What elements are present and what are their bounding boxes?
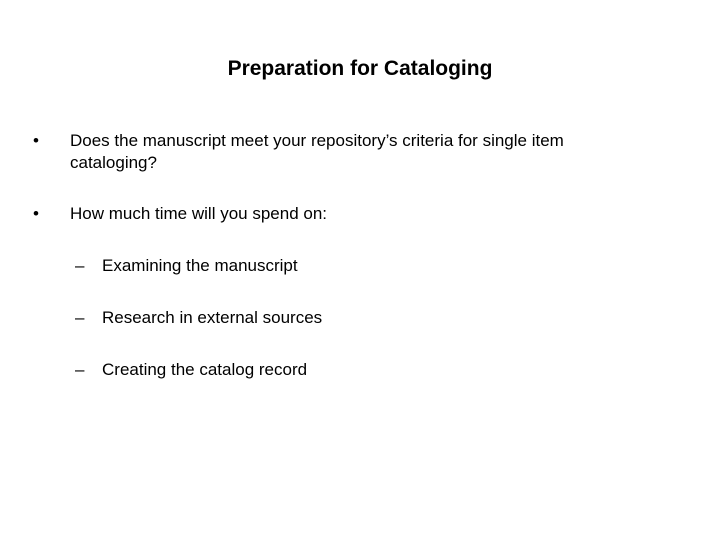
sub-bullet-marker: – bbox=[75, 256, 85, 275]
bullet-text: Does the manuscript meet your repository’s criteria for single item cataloging? bbox=[70, 131, 564, 172]
bullet-marker: • bbox=[33, 204, 39, 223]
sub-bullet-marker: – bbox=[75, 308, 85, 327]
sub-bullet-text: Examining the manuscript bbox=[102, 256, 298, 275]
slide-title: Preparation for Cataloging bbox=[227, 57, 493, 80]
bullet-text: How much time will you spend on: bbox=[70, 204, 328, 223]
bullet-marker: • bbox=[33, 131, 39, 150]
sub-bullet-text: Research in external sources bbox=[102, 308, 323, 327]
sub-bullet-text: Creating the catalog record bbox=[102, 360, 308, 379]
sub-bullet-marker: – bbox=[75, 360, 85, 379]
